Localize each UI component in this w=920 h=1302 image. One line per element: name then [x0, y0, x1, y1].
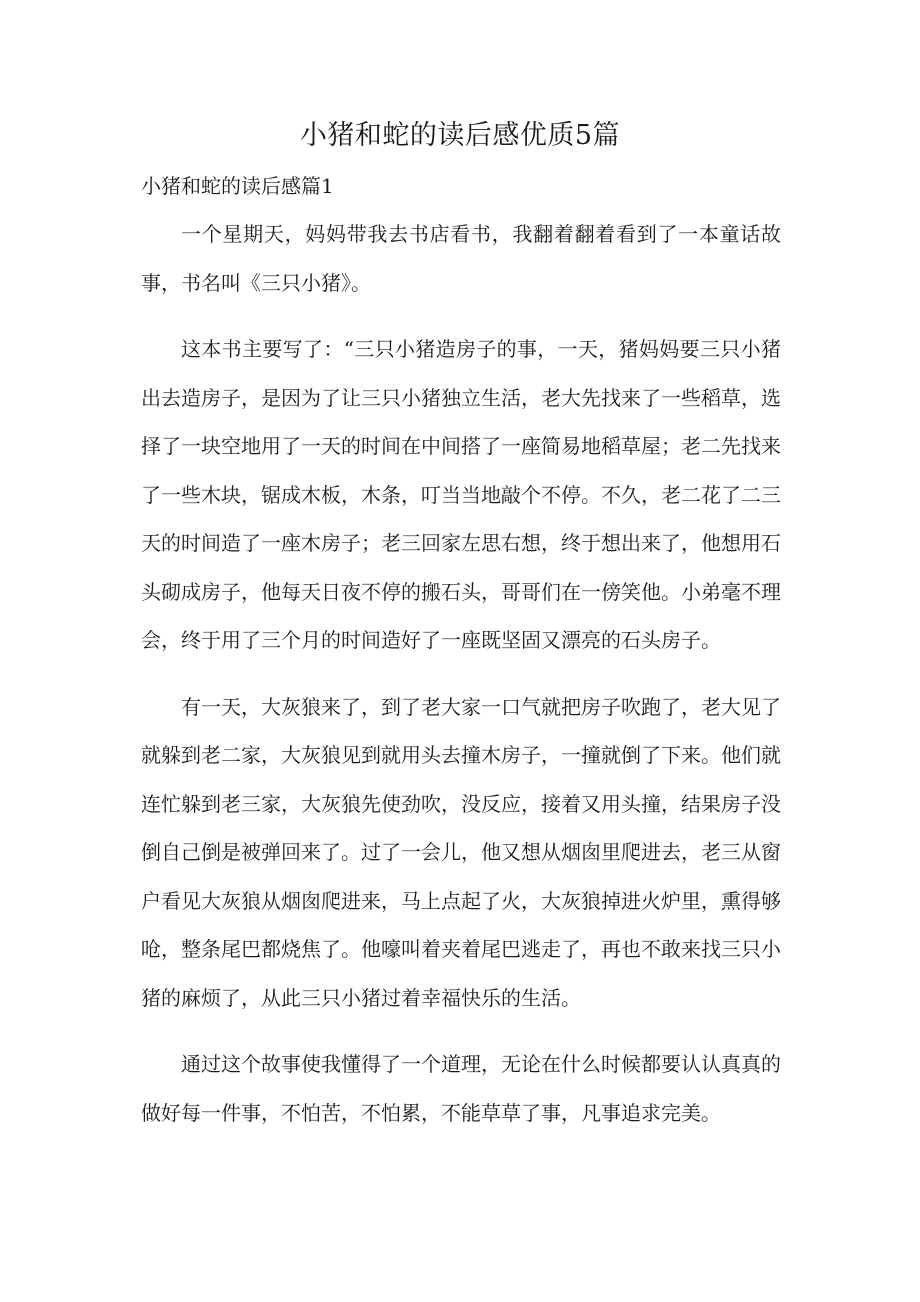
document-title: 小猪和蛇的读后感优质5篇 — [299, 120, 621, 151]
paragraph: 这本书主要写了：“三只小猪造房子的事，一天，猪妈妈要三只小猪出去造房子，是因为了让三只小猪独立生活，老大先找来了一些稻草，选择了一块空地用了一天的时间在中间搭了一座简易地稻草屋；老二先找来了一些木块，锯成木板，木条，叮当当地敲个不停。不久，老二花了二三天的时间造了一座木房子；老三回家左思右想，终于想出来了，他想用石头砌成房子，他每天日夜不停的搬石头，哥哥们在一傍笑他。小弟毫不理会，终于用了三个月的时间造好了一座既坚固又漂亮的石头房子。 — [141, 337, 781, 652]
paragraph: 一个星期天，妈妈带我去书店看书，我翻着翻着看到了一本童话故事，书名叫《三只小猪》。 — [141, 222, 781, 295]
document-body — [141, 210, 781, 1155]
paragraph: 通过这个故事使我懂得了一个道理，无论在什么时候都要认认真真的做好每一件事，不怕苦，不怕累，不能草草了事，凡事追求完美。 — [141, 1052, 781, 1125]
section-heading: 小猪和蛇的读后感篇1 — [141, 174, 334, 198]
paragraph: 有一天，大灰狼来了，到了老大家一口气就把房子吹跑了，老大见了就躲到老二家，大灰狼见到就用头去撞木房子，一撞就倒了下来。他们就连忙躲到老三家，大灰狼先使劲吹，没反应，接着又用头撞，结果房子没倒自己倒是被弹回来了。过了一会儿，他又想从烟囱里爬进去，老三从窗户看见大灰狼从烟囱爬进来，马上点起了火，大灰狼掉进火炉里，熏得够呛，整条尾巴都烧焦了。他嚎叫着夹着尾巴逃走了，再也不敢来找三只小猪的麻烦了，从此三只小猪过着幸福快乐的生活。 — [141, 694, 781, 1010]
